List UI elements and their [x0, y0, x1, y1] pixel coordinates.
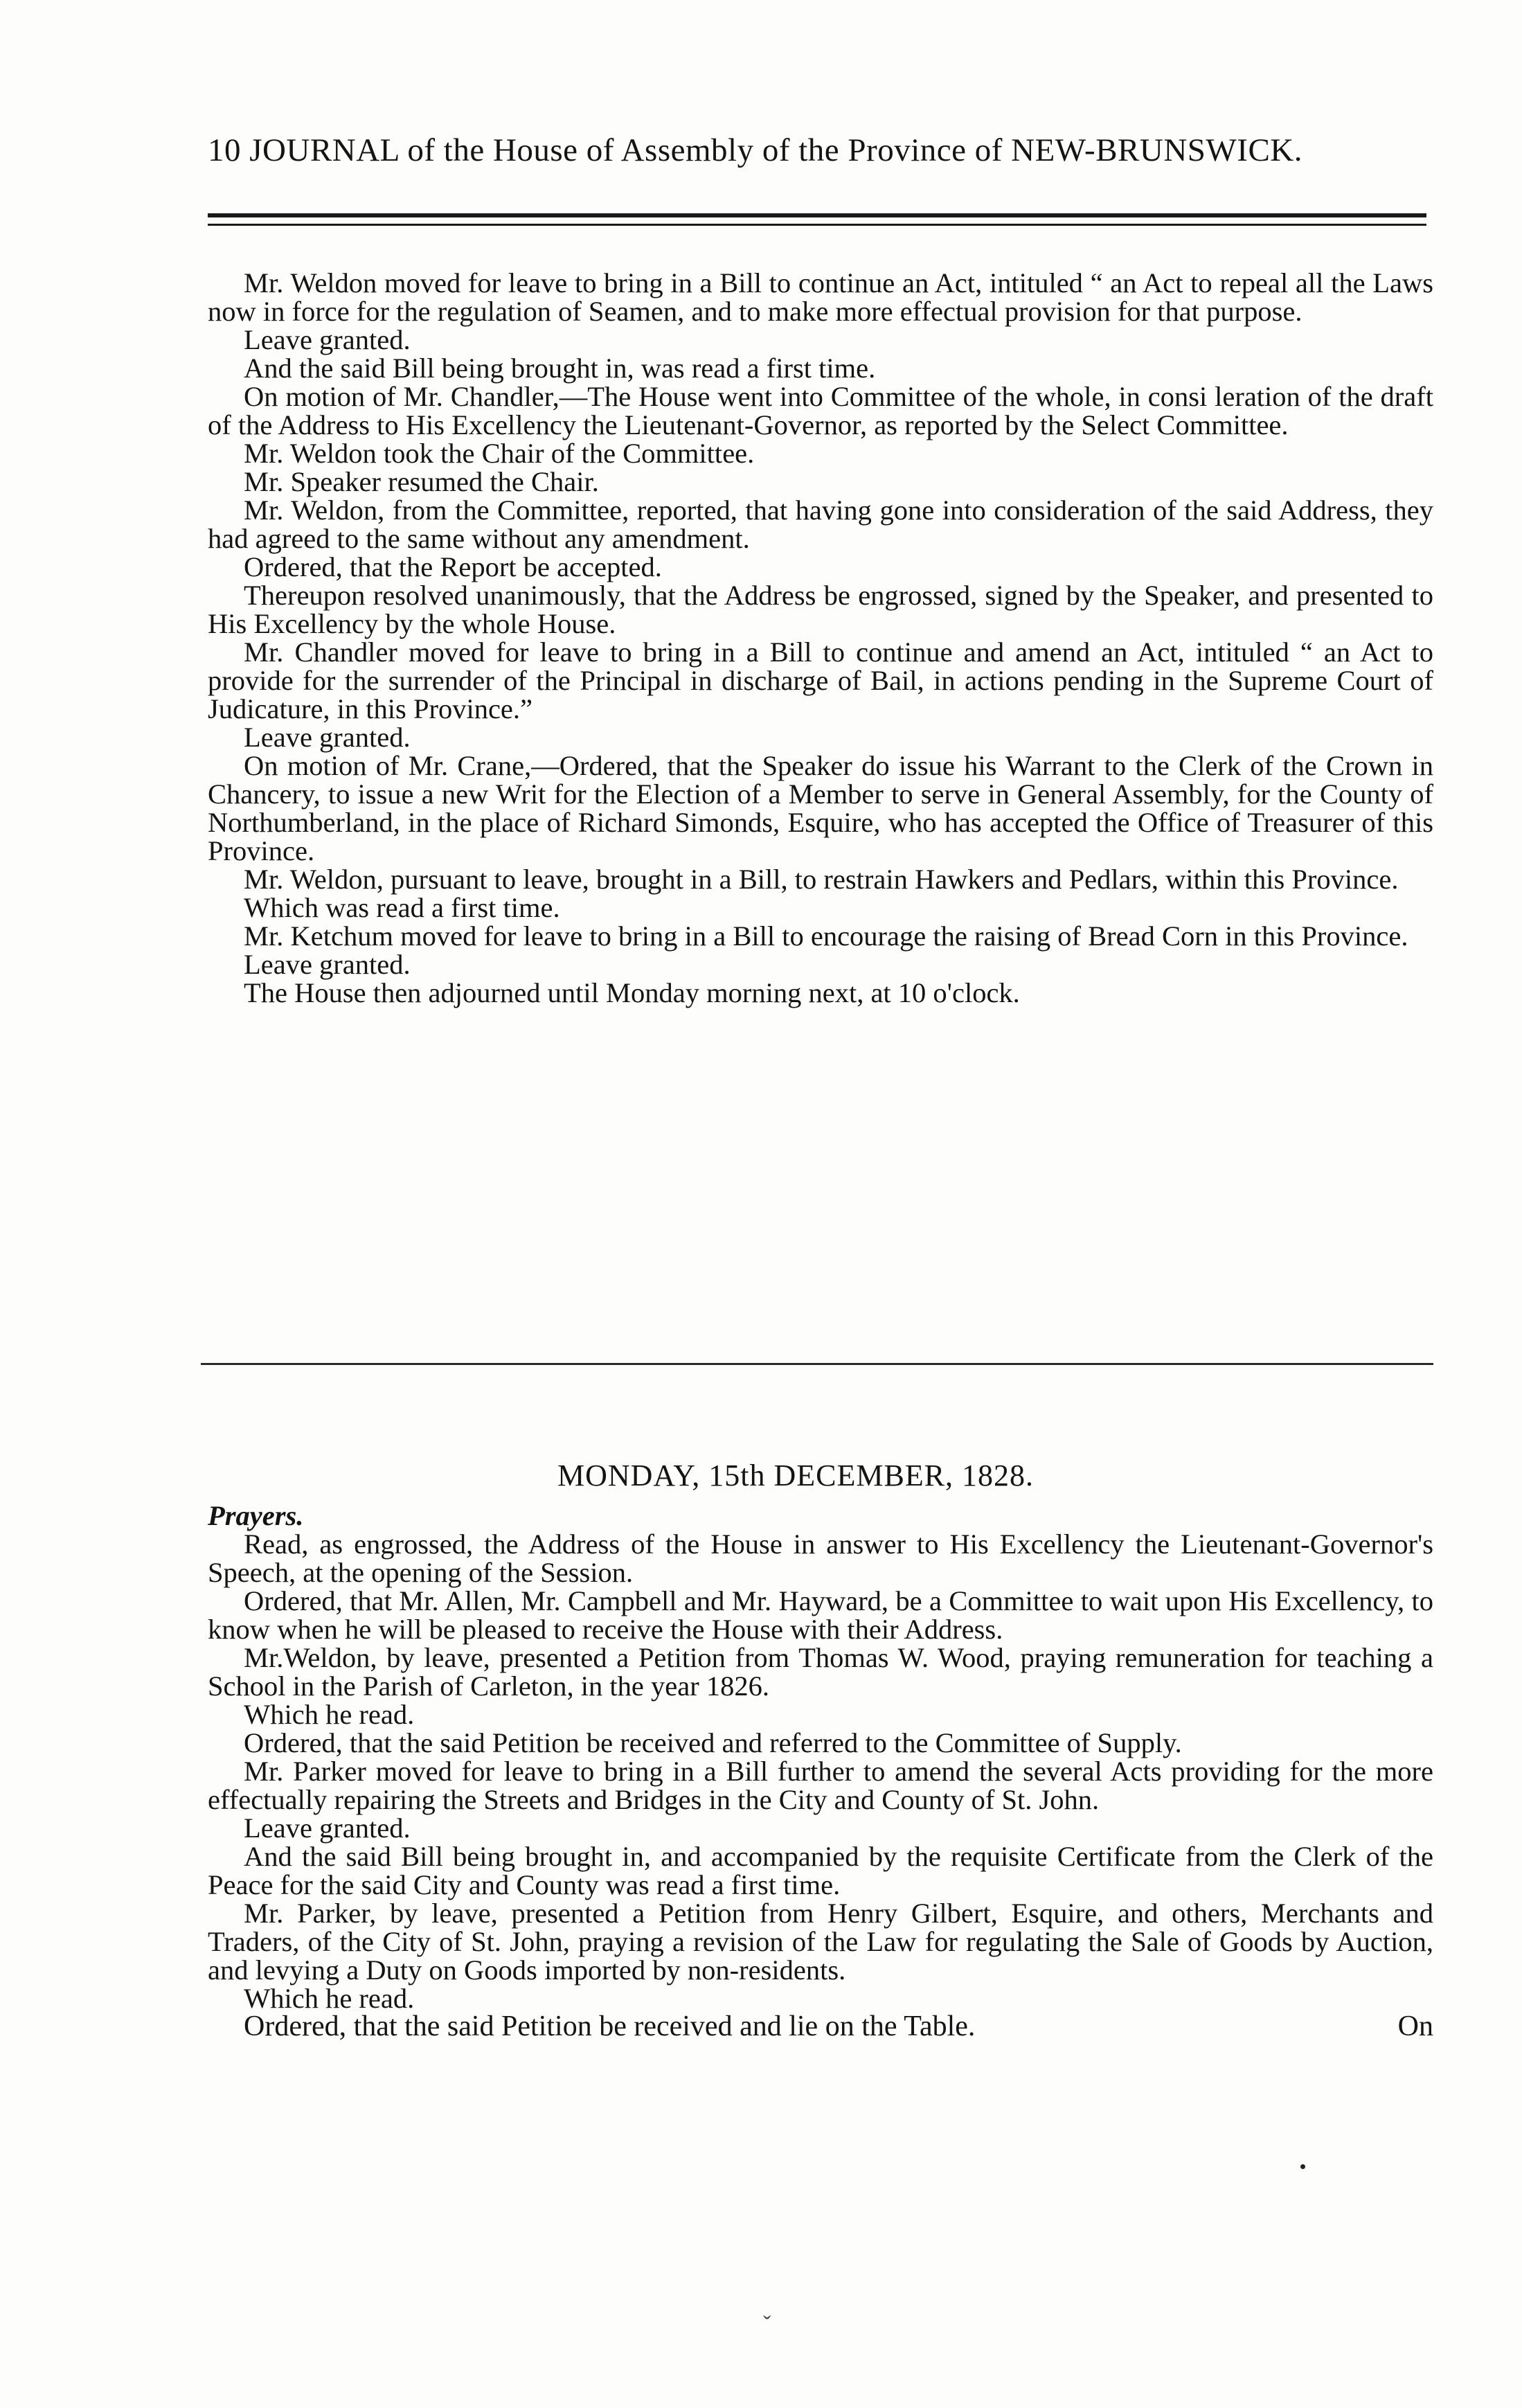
catchword: On	[1397, 2010, 1433, 2042]
paragraph: Leave granted.	[244, 1812, 411, 1844]
paragraph: Mr. Weldon took the Chair of the Committee.	[244, 438, 755, 469]
paragraph: Leave granted.	[244, 722, 411, 753]
paragraph: Which he read.	[244, 1983, 415, 2014]
paragraph: Read, as engrossed, the Address of the House in answer to His Excellency the Lieutenant-Governor's Speech, at the opening of the Session.	[208, 1528, 1433, 1588]
paragraph: Mr.Weldon, by leave, presented a Petition from Thomas W. Wood, praying remuneration for teaching a School in the Parish of Carleton, in the year 1826.	[208, 1642, 1433, 1702]
paragraph: Leave granted.	[244, 324, 411, 355]
prayers-label: Prayers.	[208, 1500, 304, 1531]
paragraph: Mr. Parker, by leave, presented a Petition from Henry Gilbert, Esquire, and others, Merchants and Traders, of the City of St. John, praying a revision of the Law for regulating the Sale of Goods by Auction, and levying a Duty on Goods imported by non-residents.	[208, 1898, 1433, 1986]
paragraph: Mr. Parker moved for leave to bring in a Bill further to amend the several Acts providing for the more effectually repairing the Streets and Bridges in the City and County of St. John.	[208, 1756, 1433, 1815]
final-paragraph: Ordered, that the said Petition be received and lie on the Table.	[244, 2010, 976, 2042]
final-line	[208, 2010, 1433, 2042]
day-heading: MONDAY, 15th DECEMBER, 1828.	[557, 1459, 1035, 1492]
paragraph: Mr. Ketchum moved for leave to bring in a Bill to encourage the raising of Bread Corn in this Province.	[244, 920, 1408, 952]
paragraph: On motion of Mr. Crane,—Ordered, that the Speaker do issue his Warrant to the Clerk of the Crown in Chancery, to issue a new Writ for the Election of a Member to serve in General Assembly, for the County of Northumberland, in the place of Richard Simonds, Esquire, who has accepted the Office of Treasurer of this Province.	[208, 750, 1433, 866]
page-mark: ˇ	[763, 2312, 771, 2337]
paragraph: And the said Bill being brought in, was read a first time.	[244, 353, 876, 384]
paragraph: Mr. Weldon, pursuant to leave, brought in a Bill, to restrain Hawkers and Pedlars, within this Province.	[244, 864, 1399, 895]
paragraph: Leave granted.	[244, 949, 411, 980]
paragraph: Ordered, that Mr. Allen, Mr. Campbell and Mr. Hayward, be a Committee to wait upon His Excellency, to know when he will be pleased to receive the House with their Address.	[208, 1585, 1433, 1645]
paragraph: Mr. Chandler moved for leave to bring in a Bill to continue and amend an Act, intituled “ an Act to provide for the surrender of the Principal in discharge of Bail, in actions pending in the Supreme Court of Judicature, in this Province.”	[208, 636, 1433, 724]
section-proceedings-previous-day	[208, 269, 1433, 1007]
header-rule	[208, 213, 1426, 226]
paragraph: Thereupon resolved unanimously, that the Address be engrossed, signed by the Speaker, and presented to His Excellency by the whole House.	[208, 580, 1433, 639]
paragraph: Ordered, that the said Petition be received and referred to the Committee of Supply.	[244, 1727, 1182, 1758]
paragraph: And the said Bill being brought in, and accompanied by the requisite Certificate from the Clerk of the Peace for the said City and County was read a first time.	[208, 1841, 1433, 1900]
section-divider-rule	[201, 1363, 1433, 1365]
paragraph: Mr. Speaker resumed the Chair.	[244, 466, 599, 497]
paragraph: On motion of Mr. Chandler,—The House went into Committee of the whole, in consi leration of the draft of the Address to His Excellency the Lieutenant-Governor, as reported by the Select Committee.	[208, 381, 1433, 440]
ink-dot	[1300, 2164, 1305, 2169]
section-monday-proceedings	[208, 1501, 1433, 2041]
running-head: 10 JOURNAL of the House of Assembly of the Province of NEW-BRUNSWICK.	[208, 132, 1302, 168]
paragraph: Mr. Weldon moved for leave to bring in a Bill to continue an Act, intituled “ an Act to repeal all the Laws now in force for the regulation of Seamen, and to make more effectual provision for that purpose.	[208, 267, 1433, 327]
paragraph: Which was read a first time.	[244, 892, 560, 923]
paragraph: Ordered, that the Report be accepted.	[244, 551, 662, 582]
paragraph: The House then adjourned until Monday morning next, at 10 o'clock.	[244, 977, 1020, 1008]
paragraph: Which he read.	[244, 1699, 415, 1730]
paragraph: Mr. Weldon, from the Committee, reported, that having gone into consideration of the said Address, they had agreed to the same without any amendment.	[208, 494, 1433, 554]
